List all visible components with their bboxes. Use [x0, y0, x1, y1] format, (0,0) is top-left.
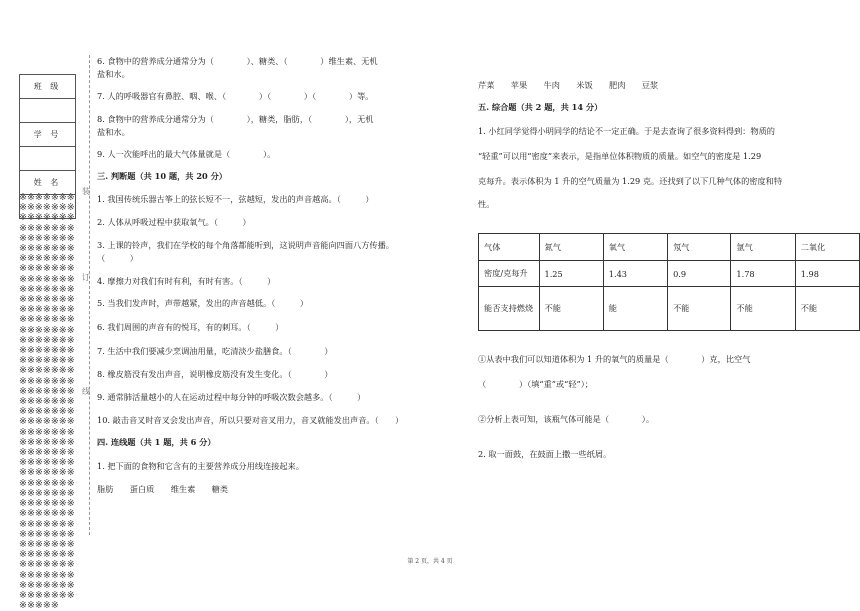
binding-label-zhuang: 装: [82, 187, 90, 196]
table-cell: 1.43: [603, 261, 667, 287]
question-line: （ ）: [97, 253, 138, 263]
question-line: 盐和水。: [97, 69, 130, 79]
question-line: 1. 我国传统乐器古筝上的弦长短不一，弦越短，发出的声音越高。（ ）: [97, 194, 374, 204]
question-line: 5. 当我们发声时，声带越紧，发出的声音越低。（ ）: [97, 298, 309, 308]
table-cell: 能否支持燃烧: [479, 287, 540, 331]
question-line: 盐和水。: [97, 127, 130, 137]
question-line: 1. 小红同学觉得小明同学的结论不一定正确。于是去查询了很多资料得到：物质的: [478, 126, 775, 136]
table-cell: 不能: [539, 287, 603, 331]
question-line: 8. 食物中的营养成分通常分为（ ），糖类，脂肪，（ ），无机: [97, 114, 374, 124]
question-line: 9. 通常肺活量越小的人在运动过程中每分钟的呼吸次数会越多。（ ）: [97, 392, 366, 402]
table-cell: 不能: [731, 287, 795, 331]
table-cell: 1.98: [795, 261, 859, 287]
table-cell: 0.9: [668, 261, 731, 287]
question-line: 性。: [478, 199, 495, 209]
question-line: “轻重”可以用“密度”来表示，是指单位体积物质的质量。如空气的密度是 1.29: [478, 151, 762, 161]
table-cell: 氩气: [731, 234, 795, 261]
question-line: 6. 食物中的营养成分通常分为（ ）、糖类、（ ）维生素、无机: [97, 56, 378, 66]
question-line: ②分析上表可知，该瓶气体可能是（ ）。: [478, 414, 655, 424]
food-list: 芹菜 苹果 牛肉 米饭 肥肉 豆浆: [478, 80, 659, 90]
question-line: 克每升。表示体积为 1 升的空气质量为 1.29 克。还找到了以下几种气体的密度和特: [478, 176, 783, 186]
question-line: 7. 人的呼吸器官有鼻腔、咽、喉、（ ）（ ）（ ）等。: [97, 91, 374, 101]
table-row: [479, 234, 860, 261]
table-cell: 氮气: [539, 234, 603, 261]
table-cell: 密度/克每升: [479, 261, 540, 287]
table-cell: 二氧化: [795, 234, 859, 261]
table-row: [479, 287, 860, 331]
question-line: 10. 敲击音叉时音叉会发出声音，所以只要对音叉用力，音叉就能发出声音。（ ）: [97, 415, 404, 425]
question-line: 3. 上课的铃声，我们在学校的每个角落都能听到，这说明声音能向四面八方传播。: [97, 240, 394, 250]
table-cell: 不能: [668, 287, 731, 331]
section-heading-matching: 四. 连线题（共 1 题，共 6 分）: [97, 437, 216, 447]
question-line: 1. 把下面的食物和它含有的主要营养成分用线连接起来。: [97, 461, 304, 471]
binding-label-xian: 线: [82, 387, 90, 396]
table-cell: 气体: [479, 234, 540, 261]
class-blank[interactable]: [20, 99, 76, 123]
question-line: 7. 生活中我们要减少烹调油用量，吃清淡少盐膳食。（ ）: [97, 346, 333, 356]
binding-margin-stars: ※※※※※※※※※※※※※※※※※※※※※※※※※※※※※※※※※※※※※※※※※※※※※※※※※※※※※※※※※※※※※※※※※※※※※※※※※※※※※※※※※※※※※※※※※※※※※※※※※※※※※※※※※※※※※※※※※※※※※※※※※※※※※※※※※※※※※※※※※※※※※※※※※※※※※※※※※※※※※※※※※※※※※※※※※※※※※※※※※※※※※※※※※※※※※※※※※※※※※※※※※※※※※※※※※※※※※※※※※※※※※※※※※※※※※※※※※※※※※※※※※※※※※※※※※※※※※※※※※※※※※※※※※※※※※※※※※※※※※※※※※※※※※: [19, 192, 75, 611]
table-row: [479, 261, 860, 287]
section-heading-comprehensive: 五. 综合题（共 2 题，共 14 分）: [478, 102, 603, 112]
section-heading-judgement: 三. 判断题（共 10 题，共 20 分）: [97, 171, 227, 181]
question-line: 9. 人一次能呼出的最大气体量就是（ ）。: [97, 149, 276, 159]
binding-line: [89, 55, 90, 535]
question-line: ①从表中我们可以知道体积为 1 升的氧气的质量是（ ）克，比空气: [478, 354, 751, 364]
page-footer: 第 2 页，共 4 页: [407, 558, 453, 565]
question-line: 2. 人体从呼吸过程中获取氧气。（ ）: [97, 217, 251, 227]
student-number-blank[interactable]: [20, 147, 76, 171]
question-line: 4. 摩擦力对我们有时有利，有时有害。（ ）: [97, 276, 276, 286]
gas-density-table: [478, 233, 860, 331]
table-cell: 不能: [795, 287, 859, 331]
question-line: 8. 橡皮筋没有发出声音，说明橡皮筋没有发生变化。（ ）: [97, 369, 333, 379]
table-cell: 1.78: [731, 261, 795, 287]
binding-label-ding: 订: [82, 273, 90, 282]
table-cell: 氧气: [603, 234, 667, 261]
table-cell: 能: [603, 287, 667, 331]
question-line: 2. 取一面鼓，在鼓面上撒一些纸屑。: [478, 449, 612, 459]
class-label: 班 级: [20, 75, 76, 99]
student-number-label: 学 号: [20, 123, 76, 147]
name-label: 姓 名: [20, 171, 76, 195]
question-line: （ ）（填“重”或“轻”）；: [478, 379, 593, 389]
table-cell: 1.25: [539, 261, 603, 287]
table-cell: 氖气: [668, 234, 731, 261]
question-line: 6. 我们周围的声音有的悦耳，有的刺耳。（ ）: [97, 322, 284, 332]
nutrient-list: 脂肪 蛋白质 维生素 糖类: [97, 484, 229, 494]
